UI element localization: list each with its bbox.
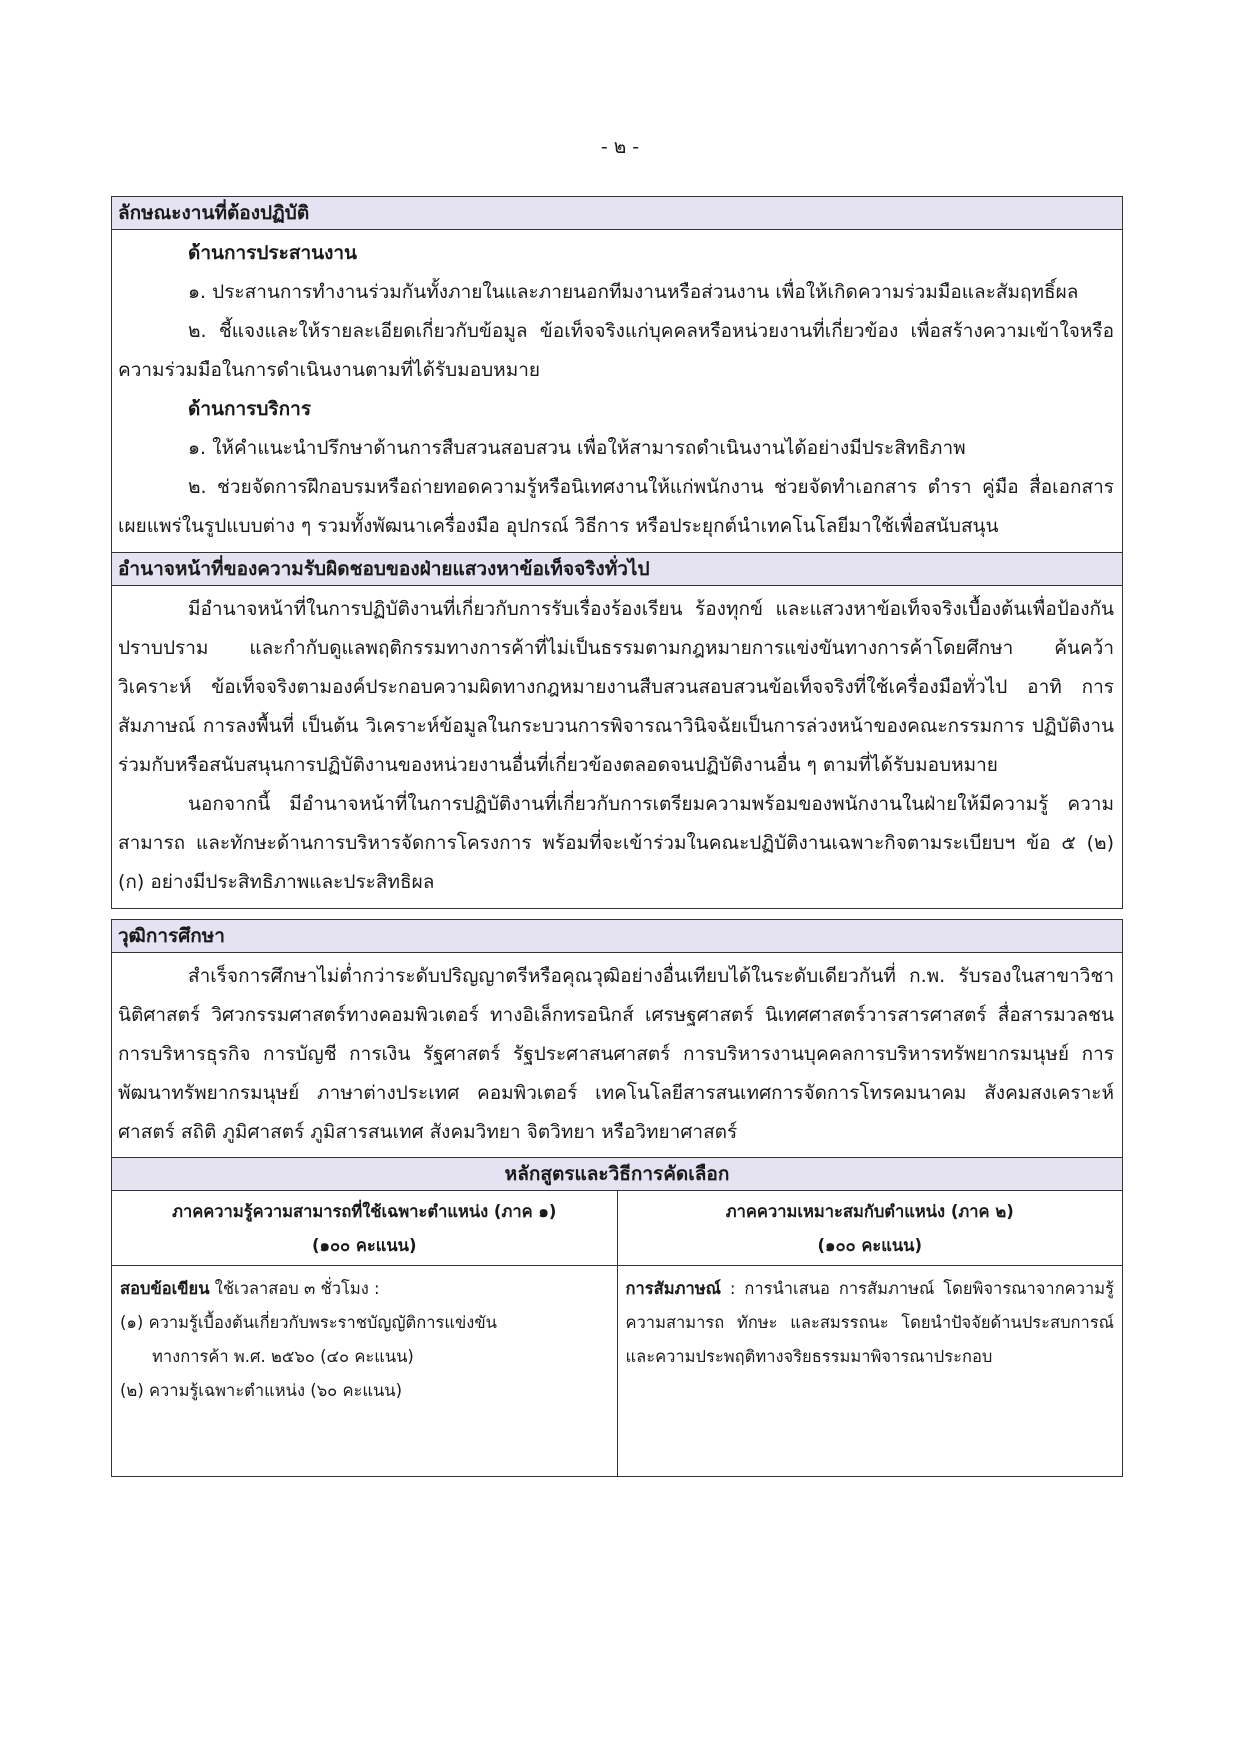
- coordination-item-1: ๑. ประสานการทำงานร่วมกันทั้งภายในและภายนอกทีมงานหรือส่วนงาน เพื่อให้เกิดความร่วมมือและสัมฤทธิ์ผล: [188, 281, 1079, 303]
- service-heading: ด้านการบริการ: [188, 398, 312, 420]
- part2-lead-bold: การสัมภาษณ์: [625, 1279, 721, 1298]
- responsibilities-content: [112, 585, 1123, 908]
- service-item-1: ๑. ให้คำแนะนำปรึกษาด้านการสืบสวนสอบสวน เพื่อให้สามารถดำเนินงานได้อย่างมีประสิทธิภาพ: [188, 437, 966, 459]
- part2-heading: ภาคความเหมาะสมกับตำแหน่ง (ภาค ๒): [725, 1202, 1014, 1221]
- selection-section: [111, 1157, 1123, 1477]
- part1-points: (๑๐๐ คะแนน): [311, 1236, 417, 1255]
- part1-item-1-line-1: (๑) ความรู้เบื้องต้นเกี่ยวกับพระราชบัญญัติการแข่งขัน: [120, 1313, 497, 1332]
- part1-header: [112, 1191, 618, 1266]
- duties-content: [112, 230, 1123, 553]
- coordination-heading: ด้านการประสานงาน: [188, 242, 358, 264]
- part2-body: [617, 1266, 1123, 1477]
- responsibilities-title: อำนาจหน้าที่ของความรับผิดชอบของฝ่ายแสวงหาข้อเท็จจริงทั่วไป: [112, 552, 1123, 585]
- service-item-2: ๒. ช่วยจัดการฝึกอบรมหรือถ่ายทอดความรู้หรือนิเทศงานให้แก่พนักงาน ช่วยจัดทำเอกสาร ตำรา คู่มือ สื่อเอกสารเผยแพร่ในรูปแบบต่าง ๆ รวมทั้งพัฒนาเครื่องมือ อุปกรณ์ วิธีการ หรือประยุกต์นำเทคโนโลยีมาใช้เพื่อสนับสนุน: [118, 476, 1114, 537]
- part1-item-2: (๒) ความรู้เฉพาะตำแหน่ง (๖๐ คะแนน): [120, 1381, 403, 1400]
- page-number: - ๒ -: [600, 136, 640, 158]
- document-body: [111, 196, 1123, 1477]
- selection-title: หลักสูตรและวิธีการคัดเลือก: [112, 1158, 1123, 1191]
- responsibilities-paragraph-1: มีอำนาจหน้าที่ในการปฏิบัติงานที่เกี่ยวกับการรับเรื่องร้องเรียน ร้องทุกข์ และแสวงหาข้อเท็จจริงเบื้องต้นเพื่อป้องกัน ปราบปราม และกำกับดูแลพฤติกรรมทางการค้าที่ไม่เป็นธรรมตามกฎหมายการแข่งขันทางการค้าโดยศึกษา ค้นคว้า วิเคราะห์ ข้อเท็จจริงตามองค์ประกอบความผิดทางกฎหมายงานสืบสวนสอบสวนข้อเท็จจริงที่ใช้เครื่องมือทั่วไป อาทิ การสัมภาษณ์ การลงพื้นที่ เป็นต้น วิเคราะห์ข้อมูลในกระบวนการพิจารณาวินิจฉัยเป็นการล่วงหน้าของคณะกรรมการ ปฏิบัติงานร่วมกับหรือสนับสนุนการปฏิบัติงานของหน่วยงานอื่นที่เกี่ยวข้องตลอดจนปฏิบัติงานอื่น ๆ ตามที่ได้รับมอบหมาย: [118, 597, 1114, 776]
- part1-body: [112, 1266, 618, 1477]
- qualifications-section: [111, 919, 1123, 1159]
- part1-lead-bold: สอบข้อเขียน: [120, 1279, 210, 1298]
- part2-lead-rest: : การนำเสนอ การสัมภาษณ์ โดยพิจารณาจากความรู้ ความสามารถ ทักษะ และสมรรถนะ โดยนำปัจจัยด้านประสบการณ์ และความประพฤติทางจริยธรรมมาพิจารณาประกอบ: [625, 1279, 1114, 1366]
- duties-title: ลักษณะงานที่ต้องปฏิบัติ: [112, 197, 1123, 230]
- qualifications-title: วุฒิการศึกษา: [112, 919, 1123, 952]
- part1-heading: ภาคความรู้ความสามารถที่ใช้เฉพาะตำแหน่ง (ภาค ๑): [172, 1202, 557, 1221]
- responsibilities-paragraph-2: นอกจากนี้ มีอำนาจหน้าที่ในการปฏิบัติงานที่เกี่ยวกับการเตรียมความพร้อมของพนักงานในฝ่ายให้มีความรู้ ความสามารถ และทักษะด้านการบริหารจัดการโครงการ พร้อมที่จะเข้าร่วมในคณะปฏิบัติงานเฉพาะกิจตามระเบียบฯ ข้อ ๕ (๒) (ก) อย่างมีประสิทธิภาพและประสิทธิผล: [118, 792, 1114, 893]
- part1-lead-rest: ใช้เวลาสอบ ๓ ชั่วโมง :: [209, 1279, 380, 1298]
- part2-points: (๑๐๐ คะแนน): [817, 1236, 923, 1255]
- part1-item-1-line-2: ทางการค้า พ.ศ. ๒๕๖๐ (๔๐ คะแนน): [152, 1347, 414, 1366]
- coordination-item-2: ๒. ชี้แจงและให้รายละเอียดเกี่ยวกับข้อมูล ข้อเท็จจริงแก่บุคคลหรือหน่วยงานที่เกี่ยวข้อง เพื่อสร้างความเข้าใจหรือความร่วมมือในการดำเนินงานตามที่ได้รับมอบหมาย: [118, 320, 1114, 381]
- qualifications-text: สำเร็จการศึกษาไม่ต่ำกว่าระดับปริญญาตรีหรือคุณวุฒิอย่างอื่นเทียบได้ในระดับเดียวกันที่ ก.พ. รับรองในสาขาวิชา นิติศาสตร์ วิศวกรรมศาสตร์ทางคอมพิวเตอร์ ทางอิเล็กทรอนิกส์ เศรษฐศาสตร์ นิเทศศาสตร์วารสารศาสตร์ สื่อสารมวลชน การบริหารธุรกิจ การบัญชี การเงิน รัฐศาสตร์ รัฐประศาสนศาสตร์ การบริหารงานบุคคลการบริหารทรัพยากรมนุษย์ การพัฒนาทรัพยากรมนุษย์ ภาษาต่างประเทศ คอมพิวเตอร์ เทคโนโลยีสารสนเทศการจัดการโทรคมนาคม สังคมสงเคราะห์ศาสตร์ สถิติ ภูมิศาสตร์ ภูมิสารสนเทศ สังคมวิทยา จิตวิทยา หรือวิทยาศาสตร์: [118, 964, 1114, 1143]
- qualifications-content: [112, 952, 1123, 1158]
- part2-header: [617, 1191, 1123, 1266]
- responsibilities-section: [111, 552, 1123, 909]
- duties-section: [111, 196, 1123, 553]
